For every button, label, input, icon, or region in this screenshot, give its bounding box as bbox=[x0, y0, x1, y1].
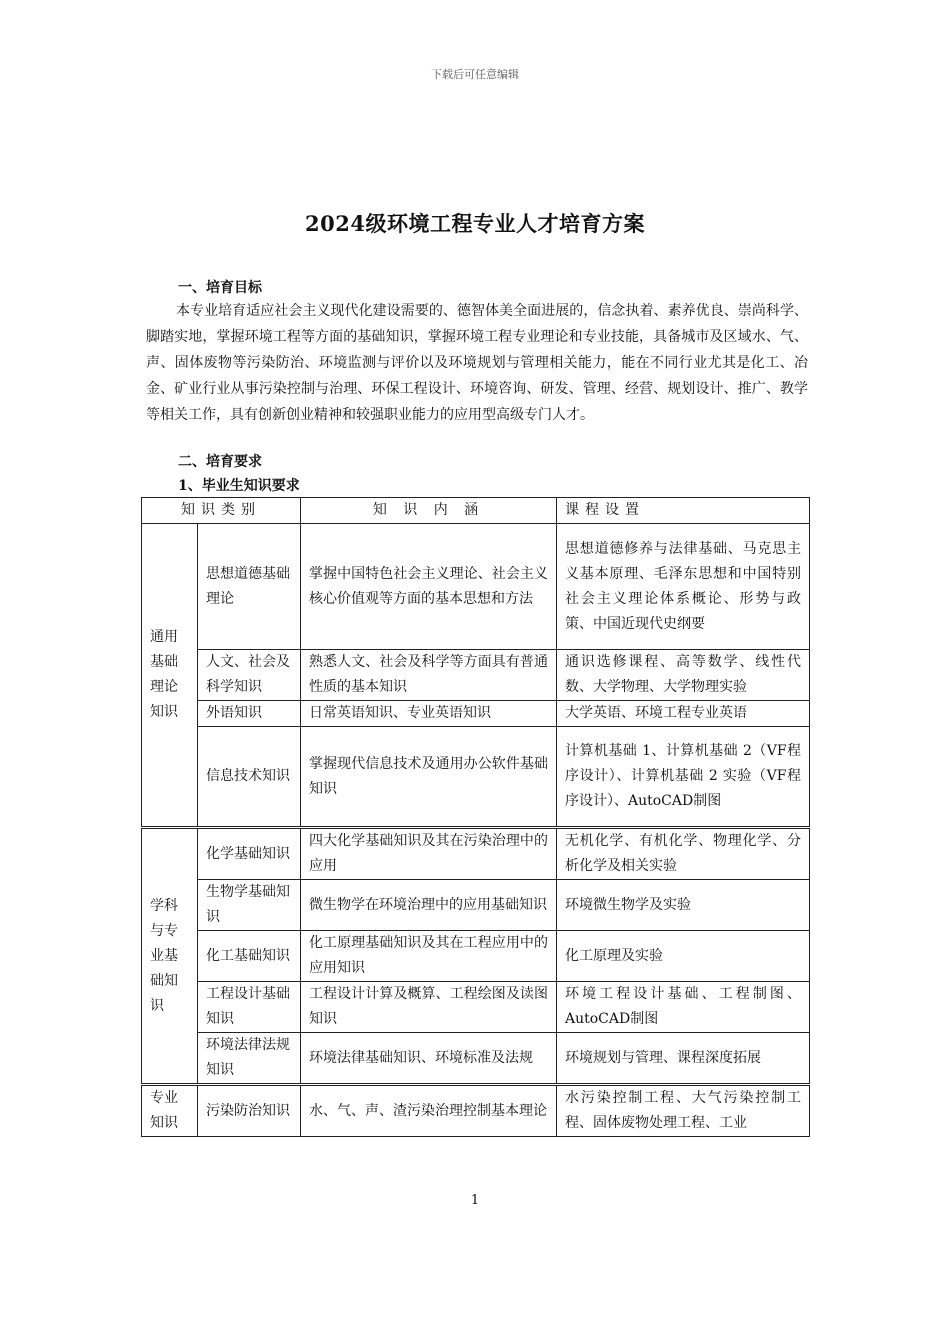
knowledge-requirements-table bbox=[141, 497, 810, 1137]
courses-cell: 化工原理及实验 bbox=[557, 931, 810, 982]
table-row bbox=[142, 982, 810, 1033]
type-cell: 污染防治知识 bbox=[198, 1085, 301, 1137]
content-cell: 熟悉人文、社会及科学等方面具有普通性质的基本知识 bbox=[301, 650, 557, 701]
courses-cell: 水污染控制工程、大气污染控制工程、固体废物处理工程、工业 bbox=[557, 1085, 810, 1137]
type-cell: 外语知识 bbox=[198, 701, 301, 727]
type-cell: 工程设计基础知识 bbox=[198, 982, 301, 1033]
goals-paragraph: 本专业培育适应社会主义现代化建设需要的、德智体美全面进展的，信念执着、素养优良、崇尚科学、脚踏实地，掌握环境工程等方面的基础知识，掌握环境工程专业理论和专业技能，具备城市及区域水、气、声、固体废物等污染防治、环境监测与评价以及环境规划与管理相关能力，能在不同行业尤其是化工、冶金、矿业行业从事污染控制与治理、环保工程设计、环境咨询、研发、管理、经营、规划设计、推广、教学等相关工作，具有创新创业精神和较强职业能力的应用型高级专门人才。 bbox=[146, 303, 808, 423]
section-heading-goals: 一、培育目标 bbox=[178, 280, 262, 296]
content-cell: 掌握现代信息技术及通用办公软件基础知识 bbox=[301, 727, 557, 828]
type-cell: 思想道德基础理论 bbox=[198, 524, 301, 650]
table-row bbox=[142, 701, 810, 727]
courses-cell: 大学英语、环境工程专业英语 bbox=[557, 701, 810, 727]
type-cell: 化学基础知识 bbox=[198, 828, 301, 880]
table-row bbox=[142, 524, 810, 650]
content-cell: 环境法律基础知识、环境标准及法规 bbox=[301, 1033, 557, 1085]
content-cell: 掌握中国特色社会主义理论、社会主义核心价值观等方面的基本思想和方法 bbox=[301, 524, 557, 650]
content-cell: 日常英语知识、专业英语知识 bbox=[301, 701, 557, 727]
section-heading-requirements: 二、培育要求 bbox=[178, 454, 262, 470]
type-cell: 化工基础知识 bbox=[198, 931, 301, 982]
category-cell: 专业知识 bbox=[142, 1085, 198, 1137]
courses-cell: 环境规划与管理、课程深度拓展 bbox=[557, 1033, 810, 1085]
table-row bbox=[142, 1085, 810, 1137]
courses-cell: 无机化学、有机化学、物理化学、分析化学及相关实验 bbox=[557, 828, 810, 880]
page-header-note: 下载后可任意编辑 bbox=[431, 68, 519, 81]
content-cell: 水、气、声、渣污染治理控制基本理论 bbox=[301, 1085, 557, 1137]
category-cell: 通用基础理论知识 bbox=[142, 524, 198, 828]
type-cell: 人文、社会及科学知识 bbox=[198, 650, 301, 701]
table-row bbox=[142, 931, 810, 982]
content-cell: 微生物学在环境治理中的应用基础知识 bbox=[301, 880, 557, 931]
page-number: 1 bbox=[470, 1193, 480, 1208]
table-header-row bbox=[142, 498, 810, 524]
courses-cell: 计算机基础 1、计算机基础 2（VF程序设计）、计算机基础 2 实验（VF程序设计）、AutoCAD制图 bbox=[557, 727, 810, 828]
table-row bbox=[142, 727, 810, 828]
courses-cell: 环境微生物学及实验 bbox=[557, 880, 810, 931]
header-category: 知识类别 bbox=[142, 498, 301, 524]
courses-cell: 思想道德修养与法律基础、马克思主义基本原理、毛泽东思想和中国特别社会主义理论体系概论、形势与政策、中国近现代史纲要 bbox=[557, 524, 810, 650]
table-row bbox=[142, 828, 810, 880]
type-cell: 环境法律法规知识 bbox=[198, 1033, 301, 1085]
type-cell: 生物学基础知识 bbox=[198, 880, 301, 931]
content-cell: 工程设计计算及概算、工程绘图及读图知识 bbox=[301, 982, 557, 1033]
type-cell: 信息技术知识 bbox=[198, 727, 301, 828]
courses-cell: 通识选修课程、高等数学、线性代数、大学物理、大学物理实验 bbox=[557, 650, 810, 701]
subsection-heading-knowledge: 1、毕业生知识要求 bbox=[178, 478, 300, 494]
table-row bbox=[142, 880, 810, 931]
content-cell: 四大化学基础知识及其在污染治理中的应用 bbox=[301, 828, 557, 880]
header-courses: 课程设置 bbox=[557, 498, 810, 524]
document-title: 2024级环境工程专业人才培育方案 bbox=[305, 211, 645, 236]
courses-cell: 环境工程设计基础、工程制图、AutoCAD制图 bbox=[557, 982, 810, 1033]
table-row bbox=[142, 1033, 810, 1085]
content-cell: 化工原理基础知识及其在工程应用中的应用知识 bbox=[301, 931, 557, 982]
table-row bbox=[142, 650, 810, 701]
category-cell: 学科与专业基础知识 bbox=[142, 828, 198, 1085]
header-content: 知 识 内 涵 bbox=[301, 498, 557, 524]
